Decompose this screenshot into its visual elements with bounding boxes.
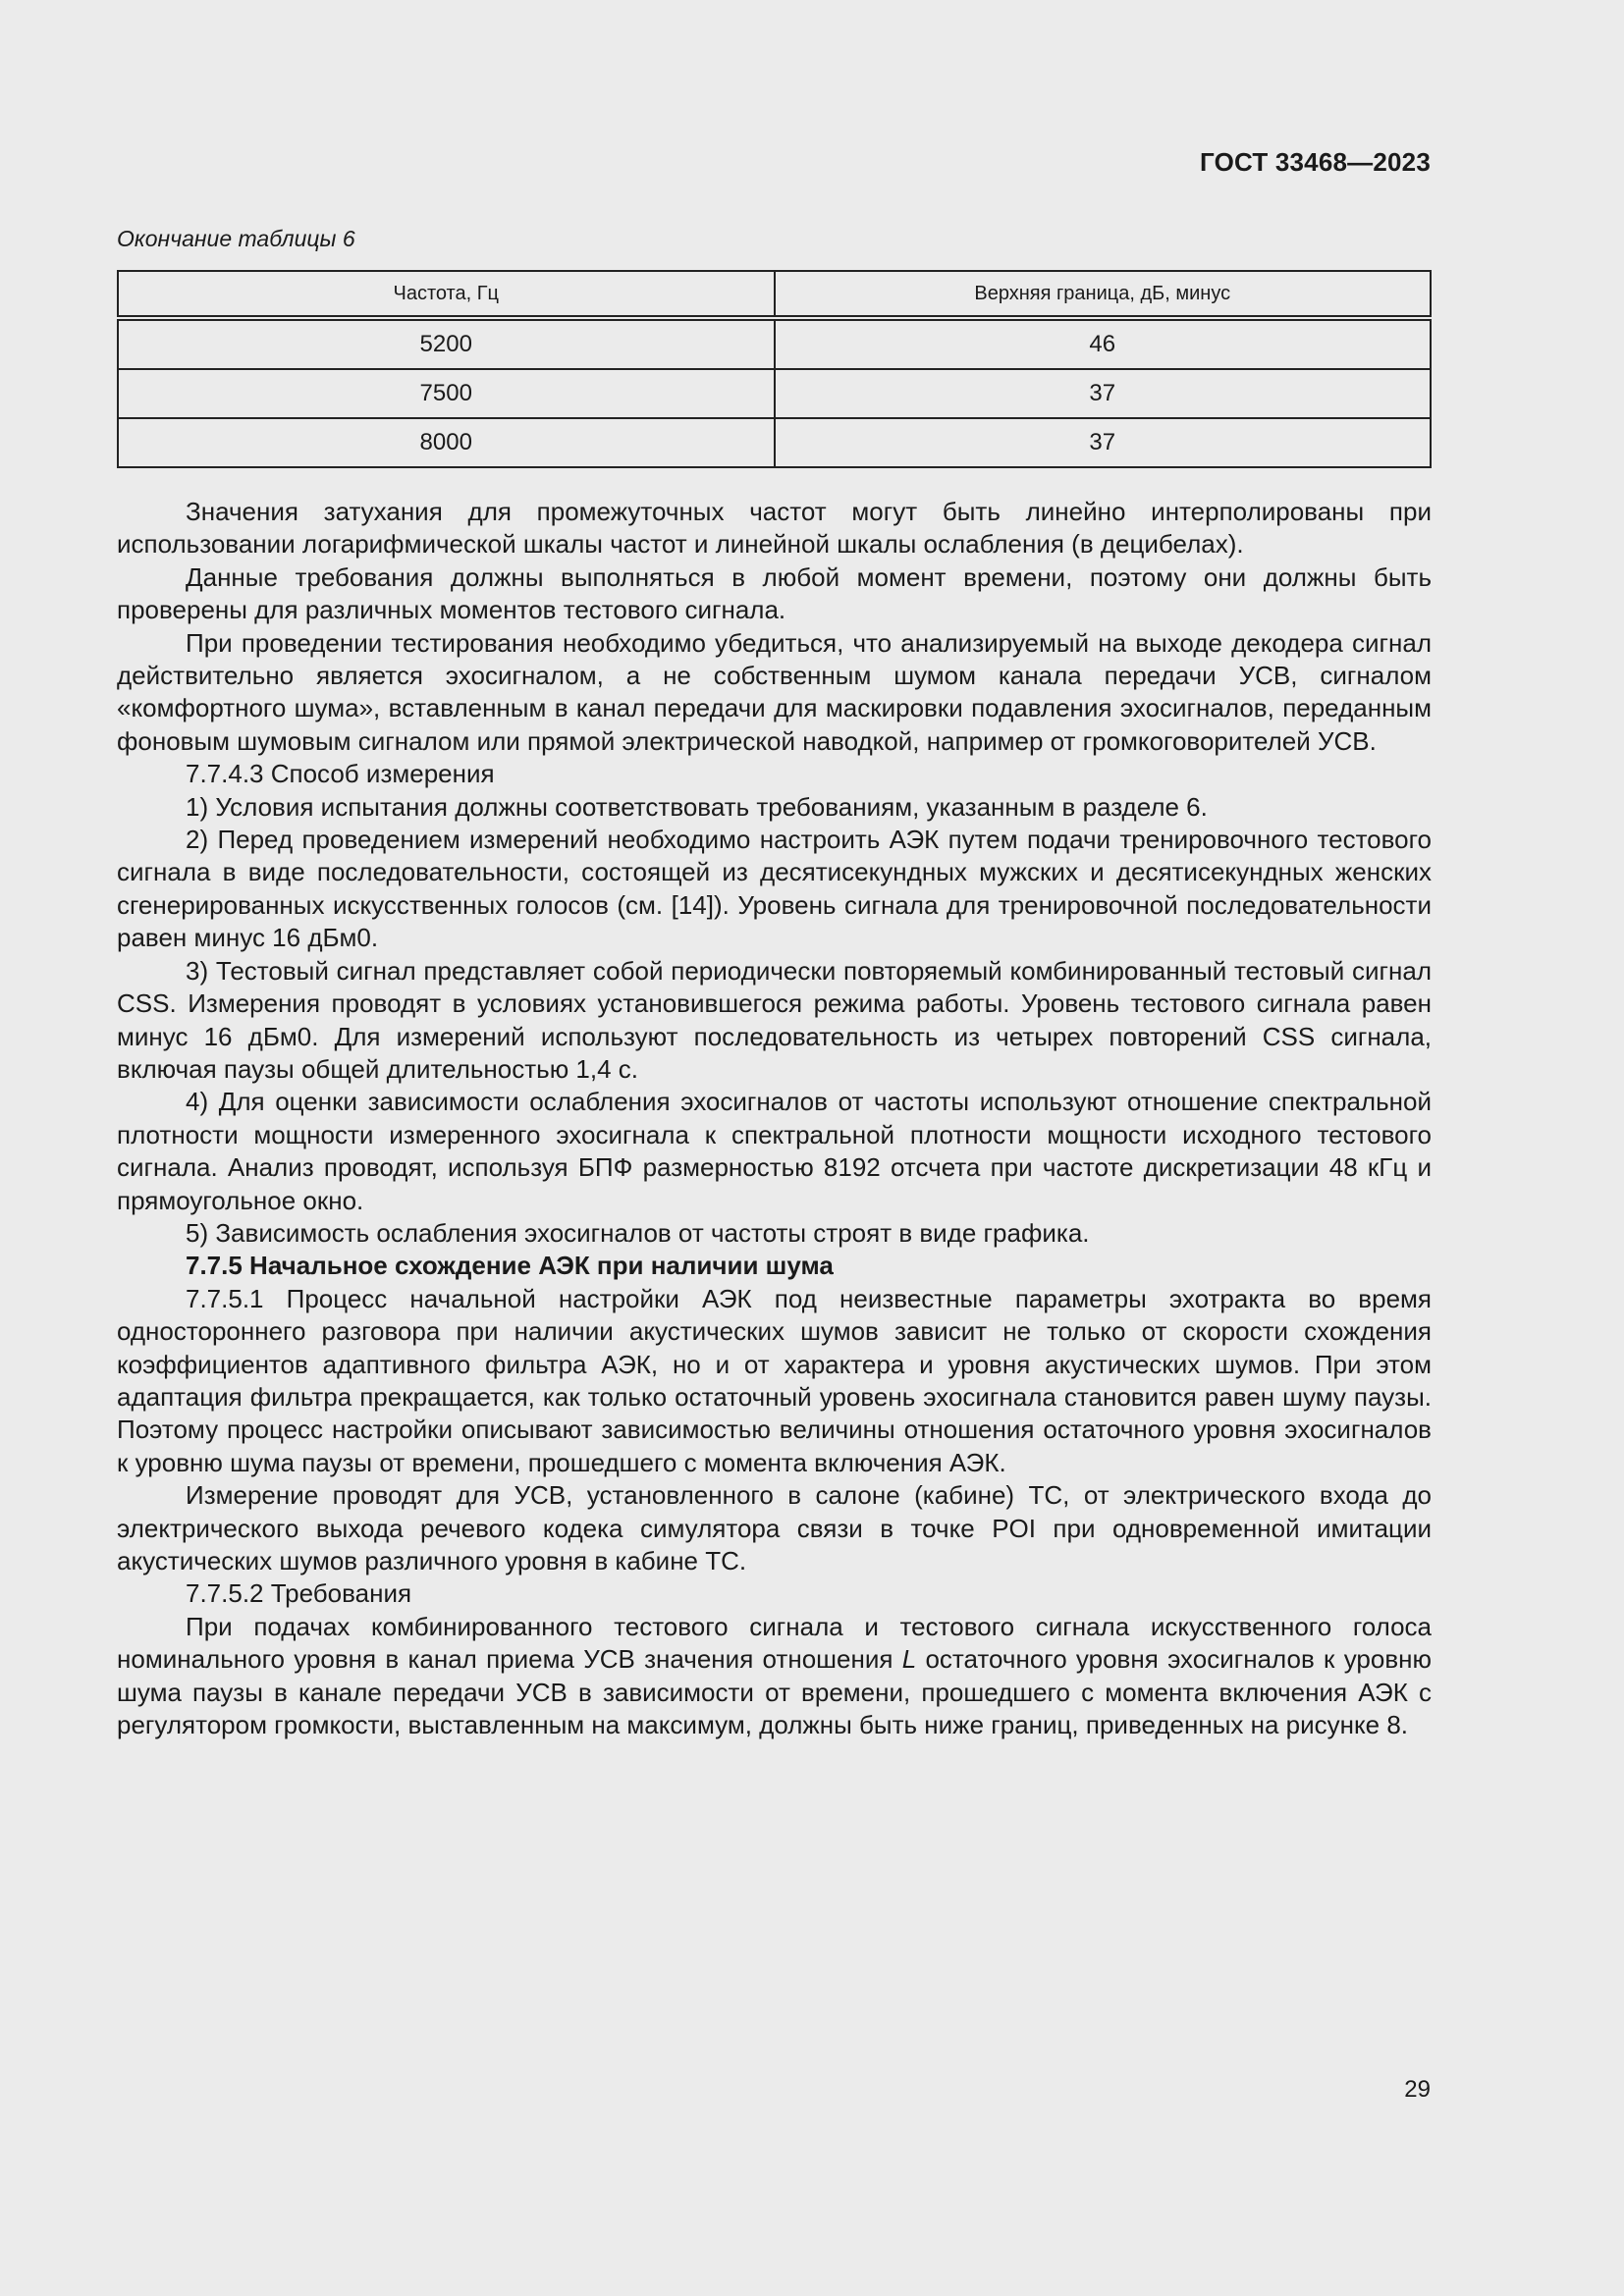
body-text (117, 496, 1432, 1741)
text-segment: При подачах комбинированного тестового сигнала и тестового сигнала искусственного голоса номинального уровня в канал приема УСВ значения отношения (117, 1611, 1432, 1675)
cell-frequency: 7500 (118, 369, 775, 418)
list-item: 3) Тестовый сигнал представляет собой периодически повторяемый комбинированный тестовый сигнал CSS. Измерения проводят в условиях установившегося режима работы. Уровень тестового сигнала равен минус 16 дБм0. Для измерений используют последовательность из четырех повторений CSS сигнала, включая паузы общей длительностью 1,4 с. (117, 955, 1432, 1084)
section-heading-7-7-4-3: 7.7.4.3 Способ измерения (186, 759, 495, 789)
list-item: 4) Для оценки зависимости ослабления эхосигналов от частоты используют отношение спектральной плотности мощности измеренного эхосигнала к спектральной плотности мощности исходного тестового сигнала. Анализ проводят, используя БПФ размерностью 8192 отсчета при частоте дискретизации 48 кГц и прямоугольное окно. (117, 1087, 1432, 1215)
table-row (118, 318, 1431, 369)
column-header-upper-limit: Верхняя граница, дБ, минус (775, 271, 1432, 318)
list-item: 1) Условия испытания должны соответствовать требованиям, указанным в разделе 6. (186, 791, 1208, 822)
paragraph: 7.7.5.1 Процесс начальной настройки АЭК под неизвестные параметры эхотракта во время одностороннего разговора при наличии акустических шумов зависит не только от скорости схождения коэффициентов адаптивного фильтра АЭК, но и от характера и уровня акустических шумов. При этом адаптация фильтра прекращается, как только остаточный уровень эхосигнала становится равен шуму паузы. Поэтому процесс настройки описывают зависимостью величины отношения остаточного уровня эхосигналов к уровню шума паузы от времени, прошедшего с момента включения АЭК. (117, 1283, 1432, 1477)
paragraph: При проведении тестирования необходимо убедиться, что анализируемый на выходе декодера сигнал действительно является эхосигналом, а не собственным шумом канала передачи УСВ, сигналом «комфортного шума», вставленным в канал передачи для маскировки подавления эхосигналов, переданным фоновым шумовым сигналом или прямой электрической наводкой, например от громкоговорителей УСВ. (117, 627, 1432, 756)
table-caption: Окончание таблицы 6 (117, 226, 355, 251)
frequency-table (117, 270, 1432, 468)
paragraph: Данные требования должны выполняться в любой момент времени, поэтому они должны быть проверены для различных моментов тестового сигнала. (117, 561, 1432, 625)
paragraph: Значения затухания для промежуточных частот могут быть линейно интерполированы при использовании логарифмической шкалы частот и линейной шкалы ослабления (в децибелах). (117, 497, 1432, 560)
cell-frequency: 8000 (118, 418, 775, 467)
section-heading-7-7-5-2: 7.7.5.2 Требования (186, 1578, 412, 1609)
cell-upper-limit: 37 (775, 369, 1432, 418)
list-item: 2) Перед проведением измерений необходимо настроить АЭК путем подачи тренировочного тестового сигнала в виде последовательности, состоящей из десятисекундных мужских и десятисекундных женских сгенерированных искусственных голосов (см. [14]). Уровень сигнала для тренировочной последовательности равен минус 16 дБм0. (117, 825, 1432, 953)
cell-frequency: 5200 (118, 318, 775, 369)
section-heading-7-7-5: 7.7.5 Начальное схождение АЭК при наличии шума (186, 1251, 834, 1281)
table-row (118, 369, 1431, 418)
symbol-l: L (901, 1644, 917, 1675)
list-item: 5) Зависимость ослабления эхосигналов от частоты строят в виде графика. (186, 1217, 1090, 1248)
cell-upper-limit: 46 (775, 318, 1432, 369)
cell-upper-limit: 37 (775, 418, 1432, 467)
paragraph: Измерение проводят для УСВ, установленного в салоне (кабине) ТС, от электрического входа до электрического выхода речевого кодека симулятора связи в точке POI при одновременной имитации акустических шумов различного уровня в кабине ТС. (117, 1480, 1432, 1575)
text-segment: остаточного уровня эхосигналов к уровню шума паузы в канале передачи УСВ в зависимости от времени, прошедшего с момента включения АЭК с регулятором громкости, выставленным на максимум, должны быть ниже границ, приведенных на рисунке 8. (117, 1644, 1432, 1740)
page-number: 29 (1404, 2076, 1431, 2103)
table-header-row (118, 271, 1431, 318)
paragraph-requirements (117, 1611, 1432, 1742)
table-row (118, 418, 1431, 467)
column-header-frequency: Частота, Гц (118, 271, 775, 318)
standard-number: ГОСТ 33468—2023 (1200, 147, 1431, 177)
